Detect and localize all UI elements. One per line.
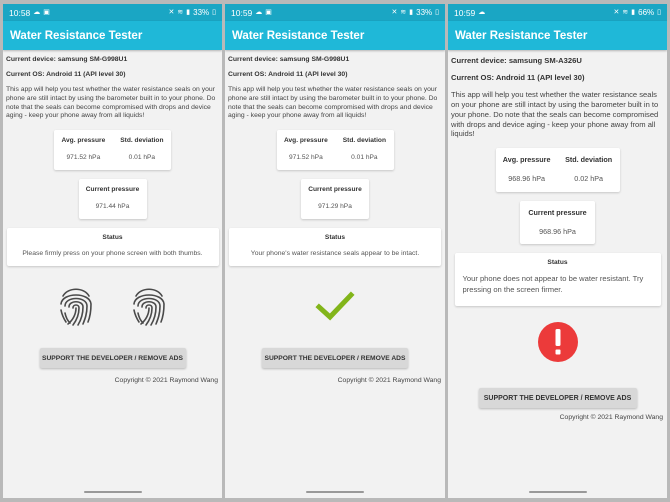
phone-screen-3 (448, 4, 667, 498)
status-bar (3, 4, 222, 21)
home-indicator[interactable] (306, 491, 364, 493)
battery-percent: 66% (638, 8, 655, 17)
current-pressure-label: Current pressure (528, 208, 587, 218)
current-pressure-value: 971.44 hPa (95, 203, 130, 211)
support-developer-button[interactable]: SUPPORT THE DEVELOPER / REMOVE ADS (40, 348, 186, 368)
status-text: Please firmly press on your phone screen with both thumbs. (22, 250, 203, 258)
device-label: Current device: samsung SM-G998U1 (228, 56, 350, 63)
status-card (455, 253, 661, 306)
avg-pressure-value: 971.52 hPa (66, 154, 101, 162)
image-icon: ▣ (265, 9, 272, 16)
main-content (225, 50, 445, 384)
status-title: Status (324, 234, 346, 242)
avg-pressure-label: Avg. pressure (502, 155, 551, 165)
avg-pressure-label: Avg. pressure (284, 137, 328, 145)
current-pressure-value: 968.96 hPa (539, 227, 576, 237)
copyright: Copyright © 2021 Raymond Wang (559, 414, 663, 422)
battery-icon: ▯ (435, 9, 439, 16)
std-deviation-value: 0.02 hPa (574, 174, 604, 184)
status-card (229, 228, 441, 266)
copyright: Copyright © 2021 Raymond Wang (337, 377, 441, 385)
wifi-icon: ≋ (177, 9, 184, 16)
battery-icon: ▯ (657, 9, 661, 16)
signal-icon: ▮ (631, 9, 636, 16)
cloud-icon: ☁ (255, 9, 263, 16)
app-title: Water Resistance Tester (10, 29, 143, 42)
avg-pressure-value: 968.96 hPa (508, 174, 546, 184)
mute-icon: ✕ (168, 9, 175, 16)
indicator-area (451, 311, 664, 373)
support-developer-button[interactable]: SUPPORT THE DEVELOPER / REMOVE ADS (479, 388, 637, 408)
device-label: Current device: samsung SM-G998U1 (6, 56, 128, 63)
description: This app will help you test whether the water resistance seals on your phone are still intact by using the barometer built in to your phone. Do note that the seals can become compromised with drops and device aging - keep your phone away from all liquids! (6, 86, 216, 120)
cloud-icon: ☁ (33, 9, 41, 16)
status-bar (225, 4, 445, 21)
current-pressure-label: Current pressure (308, 186, 362, 194)
signal-icon: ▮ (186, 9, 191, 16)
home-indicator[interactable] (84, 491, 142, 493)
indicator-area (6, 274, 219, 338)
indicator-area (228, 274, 442, 338)
main-content (448, 50, 667, 421)
clock: 10:59 (454, 7, 476, 18)
cloud-icon: ☁ (478, 9, 486, 16)
description: This app will help you test whether the water resistance seals on your phone are still intact by using the barometer built in to your phone. Do note that the seals can become compromised with drops and device aging - keep your phone away from all liquids! (228, 86, 438, 120)
fingerprint-icon[interactable] (58, 284, 94, 328)
clock: 10:59 (231, 7, 253, 18)
status-card (7, 228, 219, 266)
battery-icon: ▯ (212, 9, 216, 16)
battery-percent: 33% (416, 8, 433, 17)
app-bar (3, 21, 222, 50)
wifi-icon: ≋ (622, 9, 629, 16)
phone-screen-1 (3, 4, 222, 498)
image-icon: ▣ (43, 9, 50, 16)
current-pressure-card (520, 201, 595, 244)
mute-icon: ✕ (391, 9, 398, 16)
support-developer-button[interactable]: SUPPORT THE DEVELOPER / REMOVE ADS (262, 348, 408, 368)
status-title: Status (547, 259, 568, 267)
checkmark-icon (315, 290, 355, 322)
description: This app will help you test whether the water resistance seals on your phone are still intact by using the barometer built in to your phone. Do note that the seals can become compromised with drops and device aging - keep your phone away from all liquids! (451, 90, 659, 139)
wifi-icon: ≋ (400, 9, 407, 16)
battery-percent: 33% (193, 8, 210, 17)
current-pressure-value: 971.29 hPa (318, 203, 352, 211)
signal-icon: ▮ (409, 9, 414, 16)
os-label: Current OS: Android 11 (API level 30) (6, 71, 126, 78)
std-deviation-label: Std. deviation (120, 137, 164, 145)
app-bar (448, 21, 667, 50)
std-deviation-value: 0.01 hPa (351, 154, 378, 162)
os-label: Current OS: Android 11 (API level 30) (228, 71, 348, 78)
std-deviation-label: Std. deviation (342, 137, 386, 145)
current-pressure-card (79, 179, 147, 219)
fingerprint-icon[interactable] (131, 284, 167, 328)
error-icon (537, 321, 579, 363)
std-deviation-label: Std. deviation (565, 155, 613, 165)
clock: 10:58 (9, 7, 31, 18)
current-pressure-card (301, 179, 369, 219)
current-pressure-label: Current pressure (85, 186, 140, 194)
avg-pressure-label: Avg. pressure (61, 137, 106, 145)
status-text: Your phone does not appear to be water resistant. Try pressing on the screen firmer. (462, 274, 644, 294)
phone-screen-2 (225, 4, 445, 498)
home-indicator[interactable] (529, 491, 587, 493)
stats-card (54, 130, 171, 170)
avg-pressure-value: 971.52 hPa (289, 154, 323, 162)
status-text: Your phone's water resistance seals appear to be intact. (250, 250, 420, 258)
app-title: Water Resistance Tester (232, 29, 365, 42)
stats-card (277, 130, 394, 170)
os-label: Current OS: Android 11 (API level 30) (451, 73, 585, 82)
device-label: Current device: samsung SM-A326U (451, 56, 582, 65)
copyright: Copyright © 2021 Raymond Wang (114, 377, 218, 385)
main-content (3, 50, 222, 384)
std-deviation-value: 0.01 hPa (128, 154, 156, 162)
status-bar (448, 4, 667, 21)
app-bar (225, 21, 445, 50)
stats-card (496, 148, 620, 192)
mute-icon: ✕ (613, 9, 620, 16)
status-title: Status (102, 234, 123, 242)
app-title: Water Resistance Tester (455, 29, 588, 42)
